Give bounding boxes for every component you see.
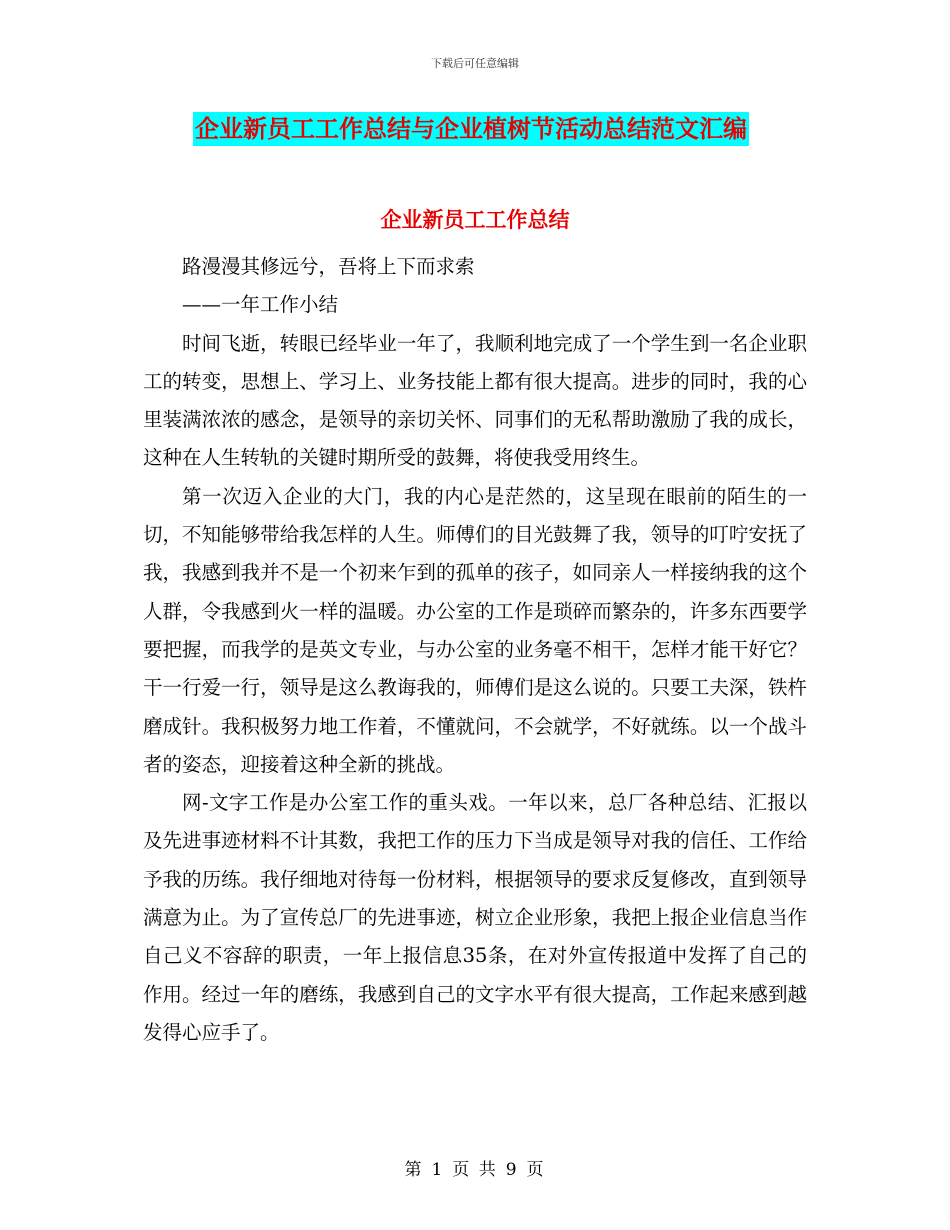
document-body [143, 248, 807, 1052]
paragraph: 路漫漫其修远兮，吾将上下而求索 [182, 255, 475, 278]
paragraph: ——一年工作小结 [182, 293, 339, 317]
total-pages: 9 [505, 1160, 519, 1180]
paragraph: 时间飞逝，转眼已经毕业一年了，我顺利地完成了一个学生到一名企业职工的转变，思想上、学习上、业务技能上都有很大提高。进步的同时，我的心里装满浓浓的感念，是领导的亲切关怀、同事们的无私帮助激励了我的成长，这种在人生转轨的关键时期所受的鼓舞，将使我受用终生。 [143, 331, 807, 470]
footer-suffix: 页 [526, 1160, 546, 1180]
paragraph: 网-文字工作是办公室工作的重头戏。一年以来，总厂各种总结、汇报以及先进事迹材料不计其数，我把工作的压力下当成是领导对我的信任、工作给予我的历练。我仔细地对待每一份材料，根据领导的要求反复修改，直到领导满意为止。为了宣传总厂的先进事迹，树立企业形象，我把上报企业信息当作自己义不容辞的职责，一年上报信息35条，在对外宣传报道中发挥了自己的作用。经过一年的磨练，我感到自己的文字水平有很大提高，工作起来感到越发得心应手了。 [143, 791, 807, 1044]
header-note: 下载后可任意编辑 [431, 57, 519, 70]
footer-mid: 页 共 [452, 1160, 498, 1180]
document-title: 企业新员工工作总结与企业植树节活动总结范文汇编 [193, 112, 749, 146]
section-title: 企业新员工工作总结 [380, 208, 570, 232]
page-footer [0, 1155, 950, 1180]
paragraph: 第一次迈入企业的大门，我的内心是茫然的，这呈现在眼前的陌生的一切，不知能够带给我怎样的人生。师傅们的目光鼓舞了我，领导的叮咛安抚了我，我感到我并不是一个初来乍到的孤单的孩子，如同亲人一样接纳我的这个人群，令我感到火一样的温暖。办公室的工作是琐碎而繁杂的，许多东西要学要把握，而我学的是英文专业，与办公室的业务毫不相干，怎样才能干好它？干一行爱一行，领导是这么教诲我的，师傅们是这么说的。只要工夫深，铁杵磨成针。我积极努力地工作着，不懂就问，不会就学，不好就练。以一个战斗者的姿态，迎接着这种全新的挑战。 [143, 484, 807, 776]
footer-prefix: 第 [404, 1160, 424, 1180]
page-number: 1 [431, 1160, 445, 1180]
